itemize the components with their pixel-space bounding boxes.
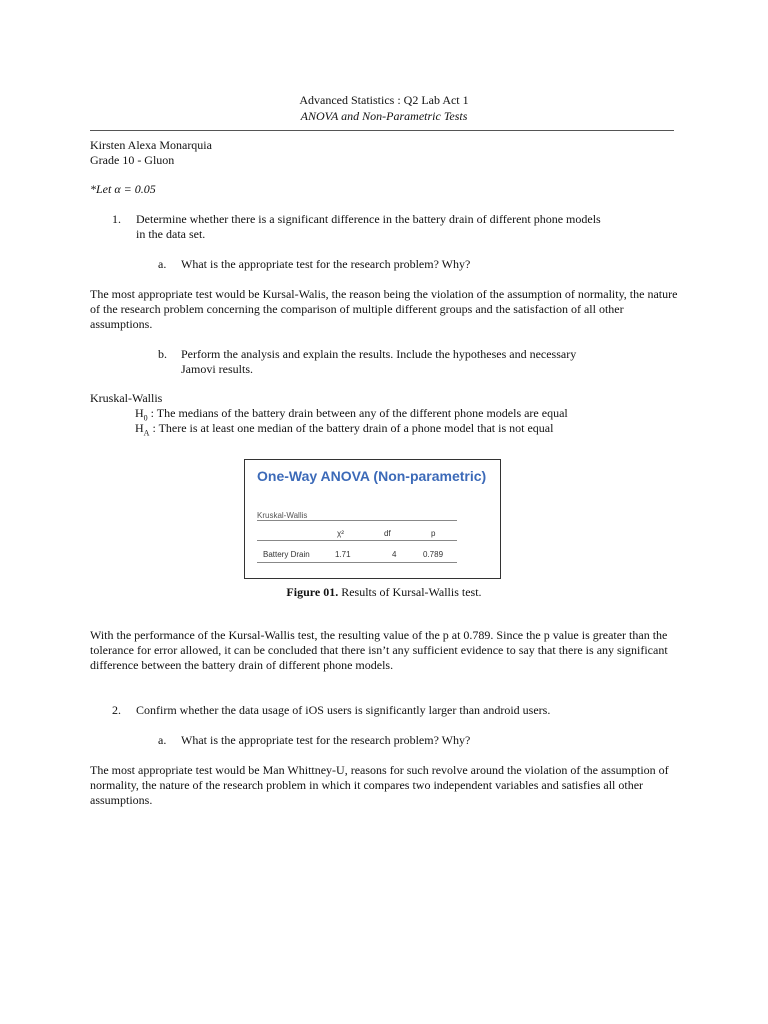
q1a-answer: The most appropriate test would be Kursal-Walis, the reason being the violation of the assumption of normality, the nature of the research problem concerning the comparison of multiple different groups and the satisfaction of all other assumptions. [90, 287, 678, 331]
q1b-text-line2: Jamovi results. [181, 362, 253, 376]
ha-text: : There is at least one median of the battery drain of a phone model that is not equal [149, 421, 554, 435]
h0-text: : The medians of the battery drain between any of the different phone models are equal [147, 406, 568, 420]
header-divider [90, 130, 674, 131]
header-df: df [384, 529, 391, 538]
h0-label: H [135, 406, 144, 420]
alt-hypothesis [135, 421, 553, 436]
ha-label: H [135, 421, 144, 435]
q1-text-line1: Determine whether there is a significant difference in the battery drain of different phone models [136, 212, 601, 226]
p-value: 0.789 [423, 550, 444, 559]
table-header-row [257, 526, 457, 538]
df-value: 4 [392, 550, 397, 559]
q1a-label: a. [158, 257, 167, 271]
jamovi-result-figure [244, 459, 501, 579]
q2a-label: a. [158, 733, 167, 747]
student-grade: Grade 10 - Gluon [90, 153, 175, 167]
header-chi-square: χ² [337, 529, 344, 538]
h0-subscript: 0 [143, 413, 148, 423]
ha-subscript: A [143, 428, 150, 438]
q1-conclusion: With the performance of the Kursal-Wallis test, the resulting value of the p at 0.789. Since the p value is greater than the tolerance for error allowed, it can be concluded that there isn’t any sufficient evidence to say that there is any significant difference between the battery drain of different phone models. [90, 628, 668, 672]
null-hypothesis [135, 406, 568, 421]
figure-caption [0, 585, 768, 600]
q1b-label: b. [158, 347, 167, 361]
header-p: p [431, 529, 436, 538]
caption-text: Results of Kursal-Wallis test. [338, 585, 482, 599]
student-name: Kirsten Alexa Monarquia [90, 138, 212, 152]
table-top-rule [257, 520, 457, 521]
q2a-answer: The most appropriate test would be Man Whittney-U, reasons for such revolve around the violation of the assumption of normality, the nature of the research problem in which it compares two independent variables and satisfies all other assumptions. [90, 763, 669, 807]
chi-square-value: 1.71 [335, 550, 351, 559]
table-bottom-rule [257, 562, 457, 563]
figure-subtitle: Kruskal-Wallis [257, 511, 308, 520]
row-label: Battery Drain [263, 550, 310, 559]
figure-title: One-Way ANOVA (Non-parametric) [257, 468, 487, 484]
document-title: Advanced Statistics : Q2 Lab Act 1 [299, 93, 469, 107]
document-subtitle: ANOVA and Non-Parametric Tests [300, 109, 468, 123]
q2-text: Confirm whether the data usage of iOS users is significantly larger than android users. [136, 703, 551, 717]
table-row [257, 547, 457, 559]
test-name: Kruskal-Wallis [90, 391, 163, 405]
q1-text-line2: in the data set. [136, 227, 206, 241]
alpha-level: *Let α = 0.05 [90, 182, 156, 196]
caption-label: Figure 01. [286, 585, 339, 599]
q2-number: 2. [112, 703, 121, 717]
q2a-text: What is the appropriate test for the research problem? Why? [181, 733, 471, 747]
q1b-text-line1: Perform the analysis and explain the results. Include the hypotheses and necessary [181, 347, 577, 361]
q1-number: 1. [112, 212, 121, 226]
q1a-text: What is the appropriate test for the research problem? Why? [181, 257, 471, 271]
table-header-rule [257, 540, 457, 541]
